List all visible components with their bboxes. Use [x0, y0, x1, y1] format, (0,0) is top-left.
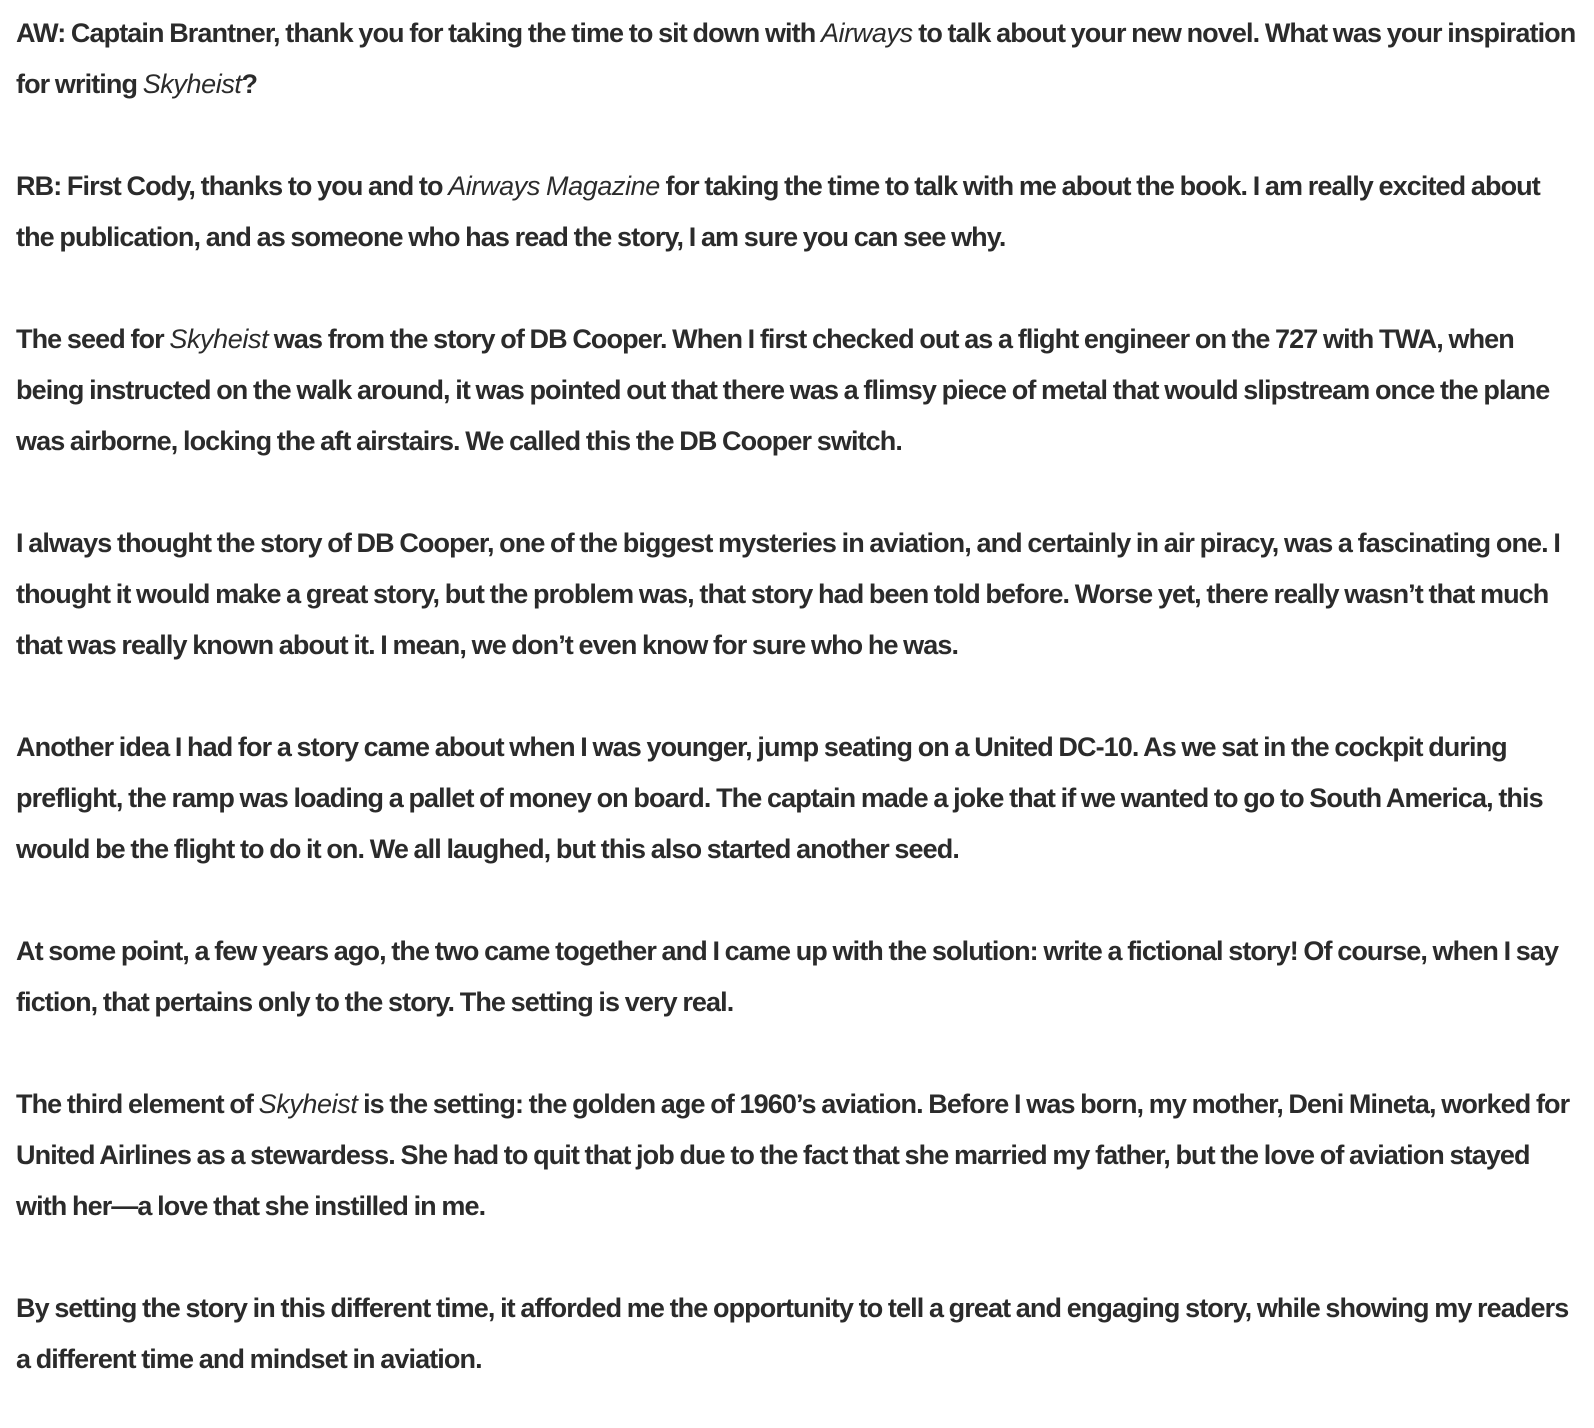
- paragraph-text: At some point, a few years ago, the two came together and I came up with the solution: write a fictional story! Of course, when I say fiction, that pertains only to the story. The setting is very real.: [16, 936, 1559, 1017]
- body-paragraph: [16, 518, 1578, 671]
- book-title: Skyheist: [142, 69, 242, 99]
- body-paragraph: [16, 722, 1578, 875]
- question-paragraph: [16, 8, 1578, 110]
- paragraph-text: Another idea I had for a story came about when I was younger, jump seating on a United DC-10. As we sat in the cockpit during preflight, the ramp was loading a pallet of money on board. The captain made a joke that if we wanted to go to South America, this would be the flight to do it on. We all laughed, but this also started another seed.: [16, 732, 1543, 864]
- paragraph-text: I always thought the story of DB Cooper, one of the biggest mysteries in aviation, and certainly in air piracy, was a fascinating one. I thought it would make a great story, but the problem was, that story had been told before. Worse yet, there really wasn’t that much that was really known about it. I mean, we don’t even know for sure who he was.: [16, 528, 1560, 660]
- body-paragraph: [16, 1283, 1578, 1385]
- question-text: ?: [241, 69, 258, 99]
- paragraph-text: The seed for: [16, 324, 170, 354]
- paragraph-text: is the setting: the golden age of 1960’s aviation. Before I was born, my mother, Deni Mineta, worked for United Airlines as a stewardess. She had to quit that job due to the fact that she married my father, but the love of aviation stayed with her—a love that she instilled in me.: [16, 1089, 1570, 1221]
- answer-text: RB: First Cody, thanks to you and to: [16, 171, 449, 201]
- question-text: to talk about your new novel. What was your inspiration for writing: [16, 18, 1576, 99]
- body-paragraph: [16, 314, 1578, 467]
- magazine-name: Airways: [820, 18, 913, 48]
- book-title: Skyheist: [258, 1089, 358, 1119]
- paragraph-text: was from the story of DB Cooper. When I first checked out as a flight engineer on the 727 with TWA, when being instructed on the walk around, it was pointed out that there was a flimsy piece of metal that would slipstream once the plane was airborne, locking the aft airstairs. We called this the DB Cooper switch.: [16, 324, 1550, 456]
- body-paragraph: [16, 1079, 1578, 1232]
- answer-paragraph: [16, 161, 1578, 263]
- book-title: Skyheist: [169, 324, 269, 354]
- answer-text: for taking the time to talk with me about the book. I am really excited about the publication, and as someone who has read the story, I am sure you can see why.: [16, 171, 1540, 252]
- paragraph-text: By setting the story in this different time, it afforded me the opportunity to tell a great and engaging story, while showing my readers a different time and mindset in aviation.: [16, 1293, 1569, 1374]
- question-text: AW: Captain Brantner, thank you for taking the time to sit down with: [16, 18, 821, 48]
- paragraph-text: The third element of: [16, 1089, 259, 1119]
- body-paragraph: [16, 926, 1578, 1028]
- magazine-name: Airways Magazine: [448, 171, 660, 201]
